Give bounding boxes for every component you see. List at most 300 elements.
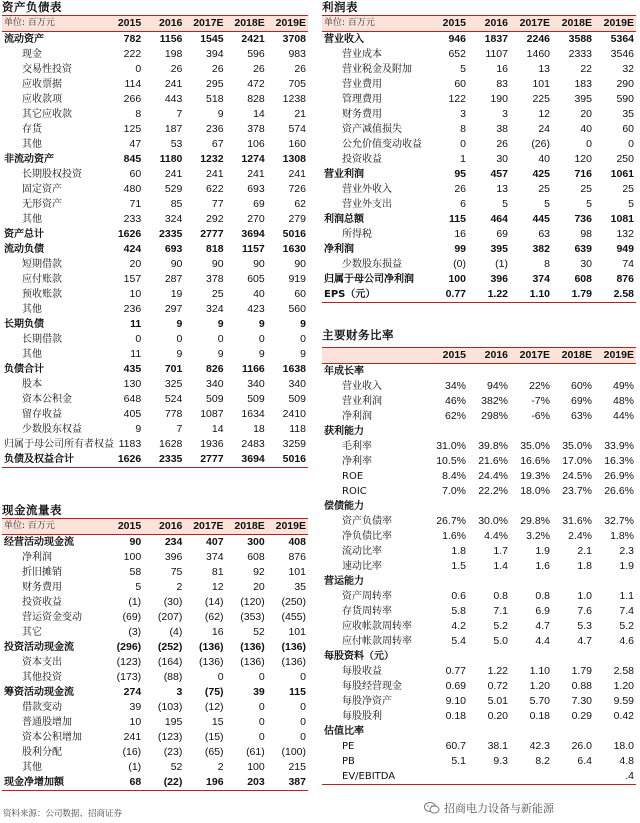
- cell-value: 2.4%: [568, 530, 592, 542]
- cell-value: [468, 364, 510, 380]
- cell-value: 74: [622, 258, 634, 270]
- cell-value: 919: [288, 273, 306, 285]
- cell-value: 0.6: [451, 590, 466, 602]
- cell-value: [426, 724, 468, 739]
- table-row: [2, 407, 308, 422]
- col-header: 2019E: [594, 16, 636, 32]
- cell-value: 3: [460, 108, 466, 120]
- col-header: 2015: [426, 16, 468, 32]
- cell-value: 9: [217, 348, 224, 360]
- table-row: [322, 47, 636, 62]
- source-note: 资料来源：公司数据、招商证券: [3, 809, 123, 819]
- row-label: 每股经营现金: [342, 681, 402, 692]
- cell-value: 18.0: [613, 740, 634, 752]
- cell-value: 1.9: [619, 560, 634, 572]
- cell-value: 1.22: [487, 665, 508, 677]
- cell-value: 63%: [570, 410, 592, 422]
- row-label: 现金净增加额: [2, 775, 102, 791]
- table-row: [322, 227, 636, 242]
- row-label: 营运资金变动: [22, 612, 82, 623]
- col-header: 2016: [468, 16, 510, 32]
- cell-value: -6%: [531, 410, 550, 422]
- cell-value: 14: [253, 108, 265, 120]
- table-row: [2, 655, 308, 670]
- cell-value: 5: [544, 198, 550, 210]
- cell-value: (136): [240, 641, 265, 653]
- cell-value: 16.3%: [604, 455, 634, 467]
- cell-value: 1.4: [493, 560, 508, 572]
- cell-value: (1): [495, 258, 508, 270]
- cell-value: (296): [116, 641, 142, 653]
- cell-value: 407: [206, 536, 224, 548]
- table-row: [322, 62, 636, 77]
- cell-value: 198: [164, 48, 183, 60]
- row-label: ROE: [342, 471, 364, 482]
- cell-value: 0.18: [445, 710, 466, 722]
- cell-value: 983: [288, 48, 306, 60]
- ratios-header-row: [322, 348, 636, 364]
- cell-value: 736: [574, 213, 592, 225]
- cell-value: 1081: [610, 213, 634, 225]
- table-row: [322, 709, 636, 724]
- cell-value: 0: [258, 731, 265, 743]
- cell-value: 425: [532, 168, 550, 180]
- table-row: [322, 724, 636, 739]
- cell-value: 90: [211, 258, 224, 270]
- row-label: 其它: [22, 627, 42, 638]
- table-row: [2, 685, 308, 700]
- cell-value: 106: [247, 138, 265, 150]
- cell-value: 5016: [267, 452, 308, 468]
- cell-value: 46%: [444, 395, 466, 407]
- cell-value: 157: [123, 273, 142, 285]
- cell-value: 374: [206, 551, 224, 563]
- cell-value: 9.59: [613, 695, 634, 707]
- cell-value: 2483: [241, 438, 265, 450]
- cell-value: 25: [580, 183, 592, 195]
- table-row: [322, 619, 636, 634]
- cell-value: 340: [206, 378, 224, 390]
- cell-value: [468, 649, 510, 664]
- cell-value: [510, 649, 552, 664]
- table-row: [322, 559, 636, 574]
- cell-value: 3708: [282, 33, 306, 45]
- cell-value: 9.3: [493, 755, 508, 767]
- table-row: [2, 670, 308, 685]
- cell-value: 340: [247, 378, 265, 390]
- cell-value: 16: [496, 63, 508, 75]
- table-row: [2, 715, 308, 730]
- col-header: 2018E: [226, 16, 267, 32]
- cell-value: 0: [628, 138, 634, 150]
- table-row: [322, 364, 636, 380]
- row-label: 预收账款: [22, 289, 62, 300]
- cell-value: 130: [123, 378, 142, 390]
- row-label: 营业外收入: [342, 184, 392, 195]
- unit-label: 单位: 百万元: [2, 16, 102, 32]
- cell-value: (136): [281, 641, 306, 653]
- table-row: [322, 469, 636, 484]
- row-label: 年成长率: [324, 366, 364, 377]
- cell-value: 114: [124, 78, 142, 90]
- cell-value: 5.70: [529, 695, 550, 707]
- cell-value: 9: [176, 318, 183, 330]
- cell-value: 42.3: [529, 740, 550, 752]
- cell-value: 1626: [117, 228, 142, 240]
- cell-value: 25: [538, 183, 550, 195]
- table-row: [2, 332, 308, 347]
- cell-value: 4.4: [535, 635, 550, 647]
- cell-value: 10: [129, 288, 142, 300]
- col-header: 2017E: [510, 16, 552, 32]
- table-row: [322, 287, 636, 303]
- cell-value: 705: [288, 78, 306, 90]
- table-row: [322, 754, 636, 769]
- cell-value: 0: [300, 333, 306, 345]
- table-row: [322, 257, 636, 272]
- cell-value: 0: [135, 63, 142, 75]
- cell-value: 23.7%: [562, 485, 592, 497]
- ratios-table: [322, 347, 636, 785]
- cell-value: 2777: [184, 452, 225, 468]
- cell-value: 652: [448, 48, 466, 60]
- cell-value: 5.0: [493, 635, 508, 647]
- cell-value: 0: [300, 731, 306, 743]
- cell-value: 241: [164, 168, 183, 180]
- cell-value: 6: [460, 198, 466, 210]
- table-row: [2, 212, 308, 227]
- cell-value: 16.6%: [520, 455, 550, 467]
- table-row: [322, 499, 636, 514]
- row-label: 每股净资产: [342, 696, 392, 707]
- table-row: [2, 152, 308, 167]
- cell-value: 21.6%: [478, 455, 508, 467]
- cell-value: 1.1: [619, 590, 634, 602]
- cell-value: 81: [211, 566, 224, 578]
- cell-value: (250): [281, 596, 306, 608]
- cell-value: 648: [123, 393, 142, 405]
- cell-value: 67: [211, 138, 224, 150]
- col-header: 2017E: [510, 348, 552, 364]
- cell-value: 4.4%: [484, 530, 508, 542]
- cell-value: 16: [454, 228, 466, 240]
- cell-value: [510, 499, 552, 514]
- row-label: EPS（元）: [322, 287, 426, 303]
- cell-value: 423: [247, 303, 265, 315]
- cell-value: 1.5: [451, 560, 466, 572]
- cell-value: (252): [157, 641, 183, 653]
- cell-value: 270: [247, 213, 265, 225]
- cell-value: 0: [300, 671, 306, 683]
- cell-value: 8: [460, 123, 466, 135]
- table-row: [2, 535, 308, 551]
- row-label: 资产减值损失: [342, 124, 402, 135]
- col-header: 2016: [468, 348, 510, 364]
- cell-value: 35: [294, 581, 306, 593]
- cell-value: 518: [206, 93, 224, 105]
- cell-value: [594, 724, 636, 739]
- table-row: [322, 439, 636, 454]
- cell-value: (75): [204, 686, 224, 698]
- cell-value: [552, 724, 594, 739]
- cell-value: 5016: [282, 228, 306, 240]
- cell-value: 9.10: [445, 695, 466, 707]
- cell-value: 100: [123, 551, 142, 563]
- col-header: 2016: [143, 16, 184, 32]
- cell-value: 2410: [282, 408, 306, 420]
- cell-value: 95: [454, 168, 466, 180]
- cell-value: 826: [206, 363, 224, 375]
- unit-label: 单位: 百万元: [2, 519, 102, 535]
- cell-value: 6.9: [535, 605, 550, 617]
- cell-value: 396: [164, 551, 183, 563]
- cell-value: 782: [123, 33, 142, 45]
- cell-value: (62): [204, 611, 224, 623]
- row-label: 普通股增加: [22, 717, 72, 728]
- table-row: [2, 730, 308, 745]
- table-row: [2, 422, 308, 437]
- cell-value: [468, 499, 510, 514]
- cell-value: 241: [123, 731, 142, 743]
- cell-value: 90: [129, 536, 142, 548]
- table-row: [2, 167, 308, 182]
- cell-value: 0.18: [529, 710, 550, 722]
- cell-value: 83: [496, 78, 508, 90]
- cell-value: 115: [449, 213, 466, 225]
- col-header: 2018E: [226, 519, 267, 535]
- cell-value: (353): [240, 611, 265, 623]
- cell-value: (3): [128, 626, 142, 638]
- cell-value: 225: [532, 93, 550, 105]
- cell-value: 1.8: [577, 560, 592, 572]
- cell-value: 9: [300, 318, 306, 330]
- cell-value: 608: [574, 273, 592, 285]
- cell-value: 639: [574, 243, 592, 255]
- cell-value: 1626: [102, 452, 143, 468]
- cell-value: 20: [129, 258, 142, 270]
- row-label: 交易性投资: [22, 64, 72, 75]
- cell-value: 0: [258, 671, 265, 683]
- cell-value: [426, 499, 468, 514]
- table-row: [2, 287, 308, 302]
- cell-value: 1180: [159, 153, 183, 165]
- cell-value: 101: [288, 566, 306, 578]
- cell-value: (136): [281, 656, 306, 668]
- cell-value: 120: [574, 153, 592, 165]
- cell-value: 1634: [241, 408, 265, 420]
- row-label: 应收款项: [22, 94, 62, 105]
- cell-value: 0: [300, 701, 306, 713]
- cell-value: (23): [163, 746, 183, 758]
- cell-value: 10.5%: [436, 455, 466, 467]
- table-row: [322, 664, 636, 679]
- table-row: [2, 137, 308, 152]
- cell-value: 472: [247, 78, 265, 90]
- row-label: PE: [342, 741, 355, 752]
- row-label: 少数股东损益: [342, 259, 402, 270]
- cell-value: 845: [123, 153, 142, 165]
- cell-value: -7%: [531, 395, 550, 407]
- cell-value: 9: [300, 348, 306, 360]
- cell-value: 98: [580, 228, 592, 240]
- table-row: [322, 137, 636, 152]
- cell-value: [426, 649, 468, 664]
- row-label: 营运能力: [324, 576, 364, 587]
- cell-value: 7.6: [577, 605, 592, 617]
- cell-value: (103): [157, 701, 183, 713]
- ratios-title: 主要财务比率: [322, 328, 394, 342]
- cell-value: 85: [170, 198, 183, 210]
- ratios-panel: [322, 328, 636, 785]
- table-row: [2, 760, 308, 775]
- row-label: 应付账款: [22, 274, 62, 285]
- cell-value: 4.7: [535, 620, 550, 632]
- cell-value: 5.3: [577, 620, 592, 632]
- cell-value: [594, 499, 636, 514]
- cell-value: 101: [532, 78, 550, 90]
- cell-value: 778: [164, 408, 183, 420]
- cell-value: 11: [130, 348, 142, 360]
- table-row: [2, 745, 308, 760]
- cell-value: 464: [490, 213, 508, 225]
- cell-value: 34%: [444, 380, 466, 392]
- row-label: 资产总计: [4, 229, 44, 240]
- cell-value: 701: [164, 363, 183, 375]
- cell-value: 5.1: [451, 755, 466, 767]
- cell-value: 457: [490, 168, 508, 180]
- cell-value: 9: [258, 348, 265, 360]
- cell-value: 445: [532, 213, 550, 225]
- cell-value: 279: [288, 213, 306, 225]
- cell-value: 7: [176, 108, 183, 120]
- cell-value: (26): [531, 138, 550, 150]
- table-row: [322, 769, 636, 785]
- cell-value: 26.0: [571, 740, 592, 752]
- cell-value: 340: [288, 378, 306, 390]
- cell-value: 94%: [486, 380, 508, 392]
- cell-value: 290: [616, 78, 634, 90]
- row-label: 流动比率: [342, 546, 382, 557]
- cell-value: (207): [157, 611, 183, 623]
- cashflow-table: [2, 518, 308, 791]
- cell-value: (100): [281, 746, 306, 758]
- cell-value: 1.8%: [610, 530, 634, 542]
- table-row: [2, 62, 308, 77]
- table-row: [2, 392, 308, 407]
- cell-value: 1.10: [510, 287, 552, 303]
- cell-value: 287: [164, 273, 183, 285]
- cell-value: 3694: [226, 452, 267, 468]
- cell-value: (65): [204, 746, 224, 758]
- cell-value: 1157: [241, 243, 265, 255]
- cell-value: 4.8: [619, 755, 634, 767]
- col-header: 2017E: [184, 16, 225, 32]
- cell-value: [510, 424, 552, 439]
- cell-value: 60: [622, 123, 634, 135]
- cell-value: 608: [247, 551, 265, 563]
- cell-value: 828: [247, 93, 265, 105]
- cell-value: 215: [288, 761, 306, 773]
- cell-value: 101: [288, 626, 306, 638]
- cashflow-header-row: [2, 519, 308, 535]
- col-header: 2019E: [594, 348, 636, 364]
- cell-value: 63: [538, 228, 550, 240]
- cell-value: 22.2%: [478, 485, 508, 497]
- cell-value: 195: [164, 716, 183, 728]
- cell-value: 274: [123, 686, 142, 698]
- cell-value: (0): [453, 258, 466, 270]
- cell-value: 435: [123, 363, 142, 375]
- cell-value: 4.2: [451, 620, 466, 632]
- cell-value: 3694: [241, 228, 265, 240]
- cell-value: 2.58: [613, 665, 634, 677]
- row-label: 公允价值变动收益: [342, 139, 422, 150]
- table-row: [2, 610, 308, 625]
- table-row: [2, 272, 308, 287]
- col-header: 2018E: [552, 348, 594, 364]
- cell-value: (123): [157, 731, 183, 743]
- row-label: 其他: [22, 139, 42, 150]
- cell-value: (61): [246, 746, 265, 758]
- cell-value: 0.69: [445, 680, 466, 692]
- cell-value: 19: [170, 288, 183, 300]
- row-label: 折旧摊销: [22, 567, 62, 578]
- cell-value: 378: [247, 123, 265, 135]
- row-label: 净利润: [342, 411, 372, 422]
- cell-value: 622: [206, 183, 224, 195]
- cell-value: 20: [253, 581, 265, 593]
- cell-value: 40: [580, 123, 592, 135]
- cell-value: 395: [490, 243, 508, 255]
- cell-value: 1.79: [552, 287, 594, 303]
- cell-value: 1628: [159, 438, 183, 450]
- cell-value: (14): [204, 596, 224, 608]
- cell-value: 35: [622, 108, 634, 120]
- cell-value: 1.7: [493, 545, 508, 557]
- cell-value: 374: [532, 273, 550, 285]
- row-label: 归属于母公司所有者权益: [4, 439, 114, 450]
- table-row: [322, 649, 636, 664]
- cell-value: 35.0%: [520, 440, 550, 452]
- cell-value: 394: [206, 48, 224, 60]
- cell-value: 3: [176, 686, 183, 698]
- cell-value: (455): [281, 611, 306, 623]
- income-rows: [322, 32, 636, 303]
- table-row: [2, 197, 308, 212]
- cell-value: 2335: [143, 452, 184, 468]
- unit-label: 单位: 百万元: [322, 16, 426, 32]
- cell-value: 2246: [526, 33, 550, 45]
- cell-value: 726: [288, 183, 306, 195]
- cell-value: 53: [170, 138, 183, 150]
- cell-value: 62%: [444, 410, 466, 422]
- table-row: [322, 484, 636, 499]
- table-row: [2, 92, 308, 107]
- cell-value: (136): [240, 656, 265, 668]
- cell-value: 99: [454, 243, 466, 255]
- cell-value: 5.2: [493, 620, 508, 632]
- cell-value: 29.8%: [520, 515, 550, 527]
- cell-value: (15): [204, 731, 224, 743]
- cell-value: 9: [135, 423, 142, 435]
- cell-value: 75: [170, 566, 183, 578]
- cell-value: 5: [628, 198, 634, 210]
- cell-value: 9: [176, 348, 183, 360]
- cell-value: 241: [247, 168, 265, 180]
- table-row: [322, 77, 636, 92]
- row-label: 营业税金及附加: [342, 64, 412, 75]
- col-header: 2019E: [267, 16, 308, 32]
